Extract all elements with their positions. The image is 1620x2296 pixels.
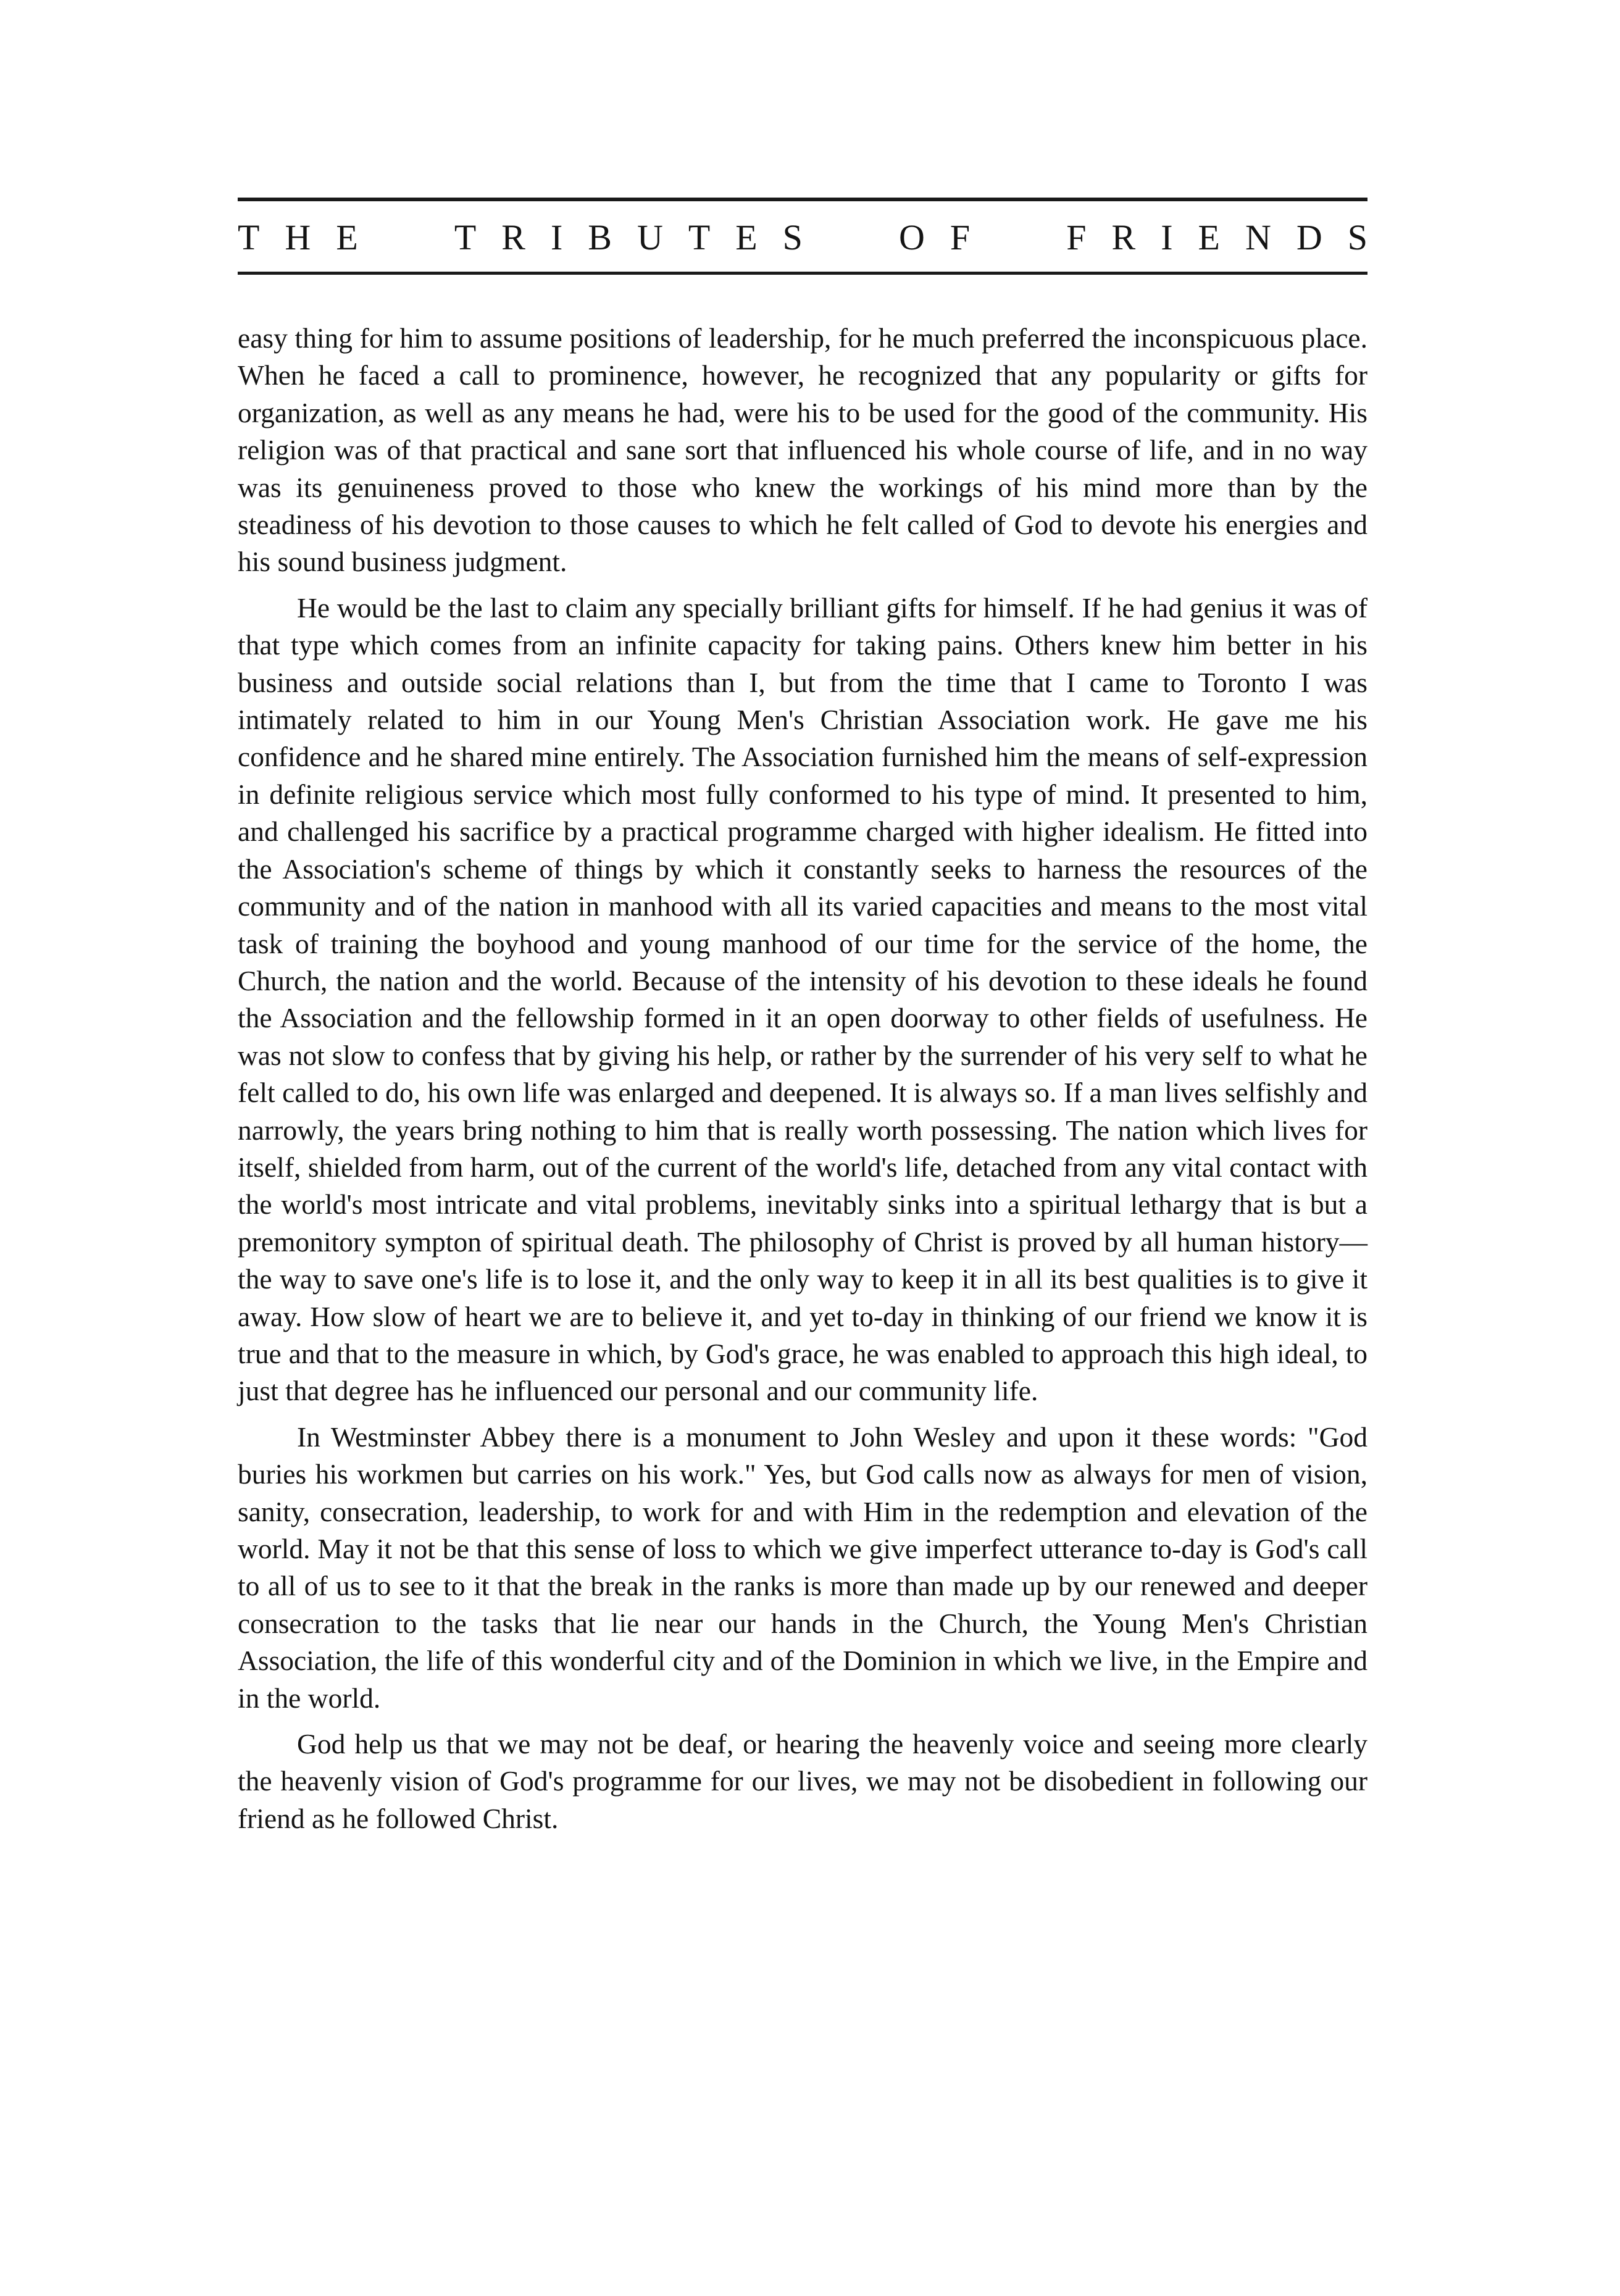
running-head: [238, 198, 1393, 275]
paragraph: He would be the last to claim any specially brilliant gifts for himself. If he had genius it was of that type which comes from an infinite capacity for taking pains. Others knew him better in his business and outside social relations than I, but from the time that I came to Toronto I was intimately related to him in our Young Men's Christian Association work. He gave me his confidence and he shared mine entirely. The Association furnished him the means of self-expression in definite religious service which most fully conformed to his type of mind. It presented to him, and challenged his sacrifice by a practical programme charged with higher idealism. He fitted into the Association's scheme of things by which it constantly seeks to harness the resources of the community and of the nation in manhood with all its varied capacities and means to the most vital task of training the boyhood and young manhood of our time for the service of the home, the Church, the nation and the world. Because of the intensity of his devotion to these ideals he found the Association and the fellowship formed in it an open doorway to other fields of usefulness. He was not slow to confess that by giving his help, or rather by the surrender of his very self to what he felt called to do, his own life was enlarged and deepened. It is always so. If a man lives selfishly and narrowly, the years bring nothing to him that is really worth possessing. The nation which lives for itself, shielded from harm, out of the current of the world's life, detached from any vital contact with the world's most intricate and vital problems, inevitably sinks into a spiritual lethargy that is but a premonitory sympton of spiritual death. The philosophy of Christ is proved by all human history—the way to save one's life is to lose it, and the only way to keep it in all its best qualities is to give it away. How slow of heart we are to believe it, and yet to-day in thinking of our friend we know it is true and that to the measure in which, by God's grace, he was enabled to approach this high ideal, to just that degree has he influenced our personal and our community life.: [238, 591, 1367, 1407]
bottom-rule: [238, 272, 1367, 275]
paragraph: easy thing for him to assume positions of leadership, for he much preferred the inconspicuous place. When he faced a call to prominence, however, he recognized that any popularity or gifts for organization, as well as any means he had, were his to be used for the good of the community. His religion was of that practical and sane sort that influenced his whole course of life, and in no way was its genuineness proved to those who knew the workings of his mind more than by the steadiness of his devotion to those causes to which he felt called of God to devote his energies and his sound business judgment.: [238, 322, 1367, 578]
running-head-word: THE: [238, 217, 383, 257]
running-head-word: FRIENDS: [1066, 217, 1393, 257]
paragraph: God help us that we may not be deaf, or hearing the heavenly voice and seeing more clearly the heavenly vision of God's programme for our lives, we may not be disobedient in following our friend as he followed Christ.: [238, 1728, 1367, 1834]
running-head-word: TRIBUTES: [454, 217, 828, 257]
running-head-word: OF: [899, 217, 996, 257]
running-head-title: [238, 217, 1393, 257]
top-rule: [238, 198, 1367, 201]
paragraph: In Westminster Abbey there is a monument to John Wesley and upon it these words: "God buries his workmen but carries on his work." Yes, but God calls now as always for men of vision, sanity, consecration, leadership, to work for and with Him in the redemption and elevation of the world. May it not be that this sense of loss to which we give imperfect utterance to-day is God's call to all of us to see to it that the break in the ranks is more than made up by our renewed and deeper consecration to the tasks that lie near our hands in the Church, the Young Men's Christian Association, the life of this wonderful city and of the Dominion in which we live, in the Empire and in the world.: [238, 1421, 1367, 1714]
body-text: [238, 320, 1367, 1837]
